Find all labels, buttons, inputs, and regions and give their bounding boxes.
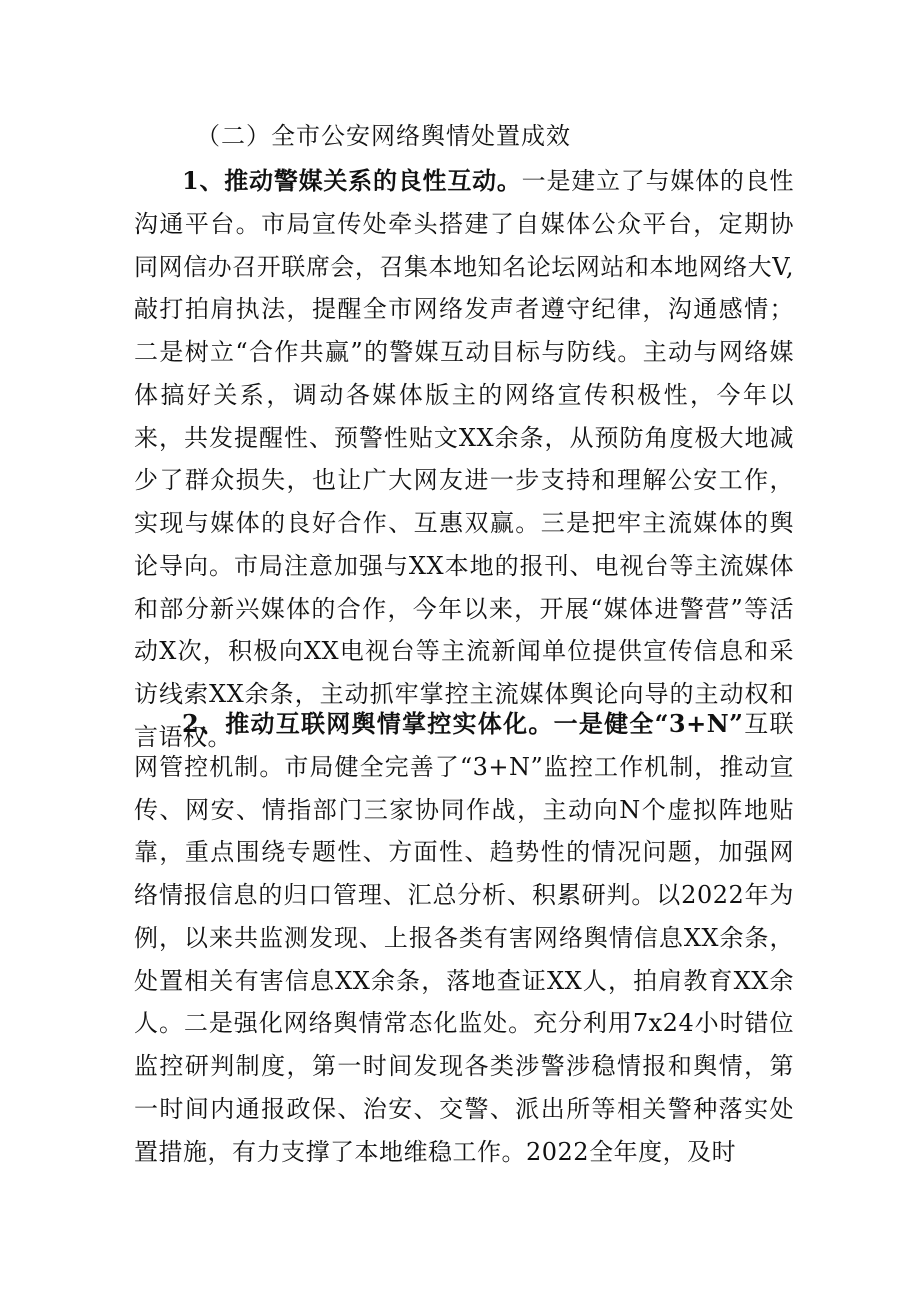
paragraph-1-lead: 1、推动警媒关系的良性互动。 bbox=[182, 166, 522, 195]
paragraph-1-body: 一是建立了与媒体的良性沟通平台。市局宣传处牵头搭建了自媒体公众平台，定期协同网信办召开联席会，召集本地知名论坛网站和本地网络大V,敲打拍肩执法，提醒全市网络发声者遵守纪律，沟通感情；二是树立“合作共赢”的警媒互动目标与防线。主动与网络媒体搞好关系，调动各媒体版主的网络宣传积极性，今年以来，共发提醒性、预警性贴文XX余条，从预防角度极大地减少了群众损失，也让广大网友进一步支持和理解公安工作，实现与媒体的良好合作、互惠双赢。三是把牢主流媒体的舆论导向。市局注意加强与XX本地的报刊、电视台等主流媒体和部分新兴媒体的合作，今年以来，开展“媒体进警营”等活动X次，积极向XX电视台等主流新闻单位提供宣传信息和采访线索XX余条，主动抓牢掌控主流媒体舆论向导的主动权和言语权。 bbox=[134, 167, 795, 751]
paragraph-2-lead: 2、推动互联网舆情掌控实体化。一是健全“3+N” bbox=[182, 709, 744, 738]
section-heading: （二）全市公安网络舆情处置成效 bbox=[196, 122, 571, 150]
paragraph-2 bbox=[134, 703, 794, 1173]
paragraph-2-body: 互联网管控机制。市局健全完善了“3+N”监控工作机制，推动宣传、网安、情指部门三家协同作战，主动向N个虚拟阵地贴靠，重点围绕专题性、方面性、趋势性的情况问题，加强网络情报信息的归口管理、汇总分析、积累研判。以2022年为例，以来共监测发现、上报各类有害网络舆情信息XX余条，处置相关有害信息XX余条，落地查证XX人，拍肩教育XX余人。二是强化网络舆情常态化监处。充分利用7x24小时错位监控研判制度，第一时间发现各类涉警涉稳情报和舆情，第一时间内通报政保、治安、交警、派出所等相关警种落实处置措施，有力支撑了本地维稳工作。2022全年度，及时 bbox=[134, 710, 795, 1166]
paragraph-1 bbox=[134, 160, 794, 759]
